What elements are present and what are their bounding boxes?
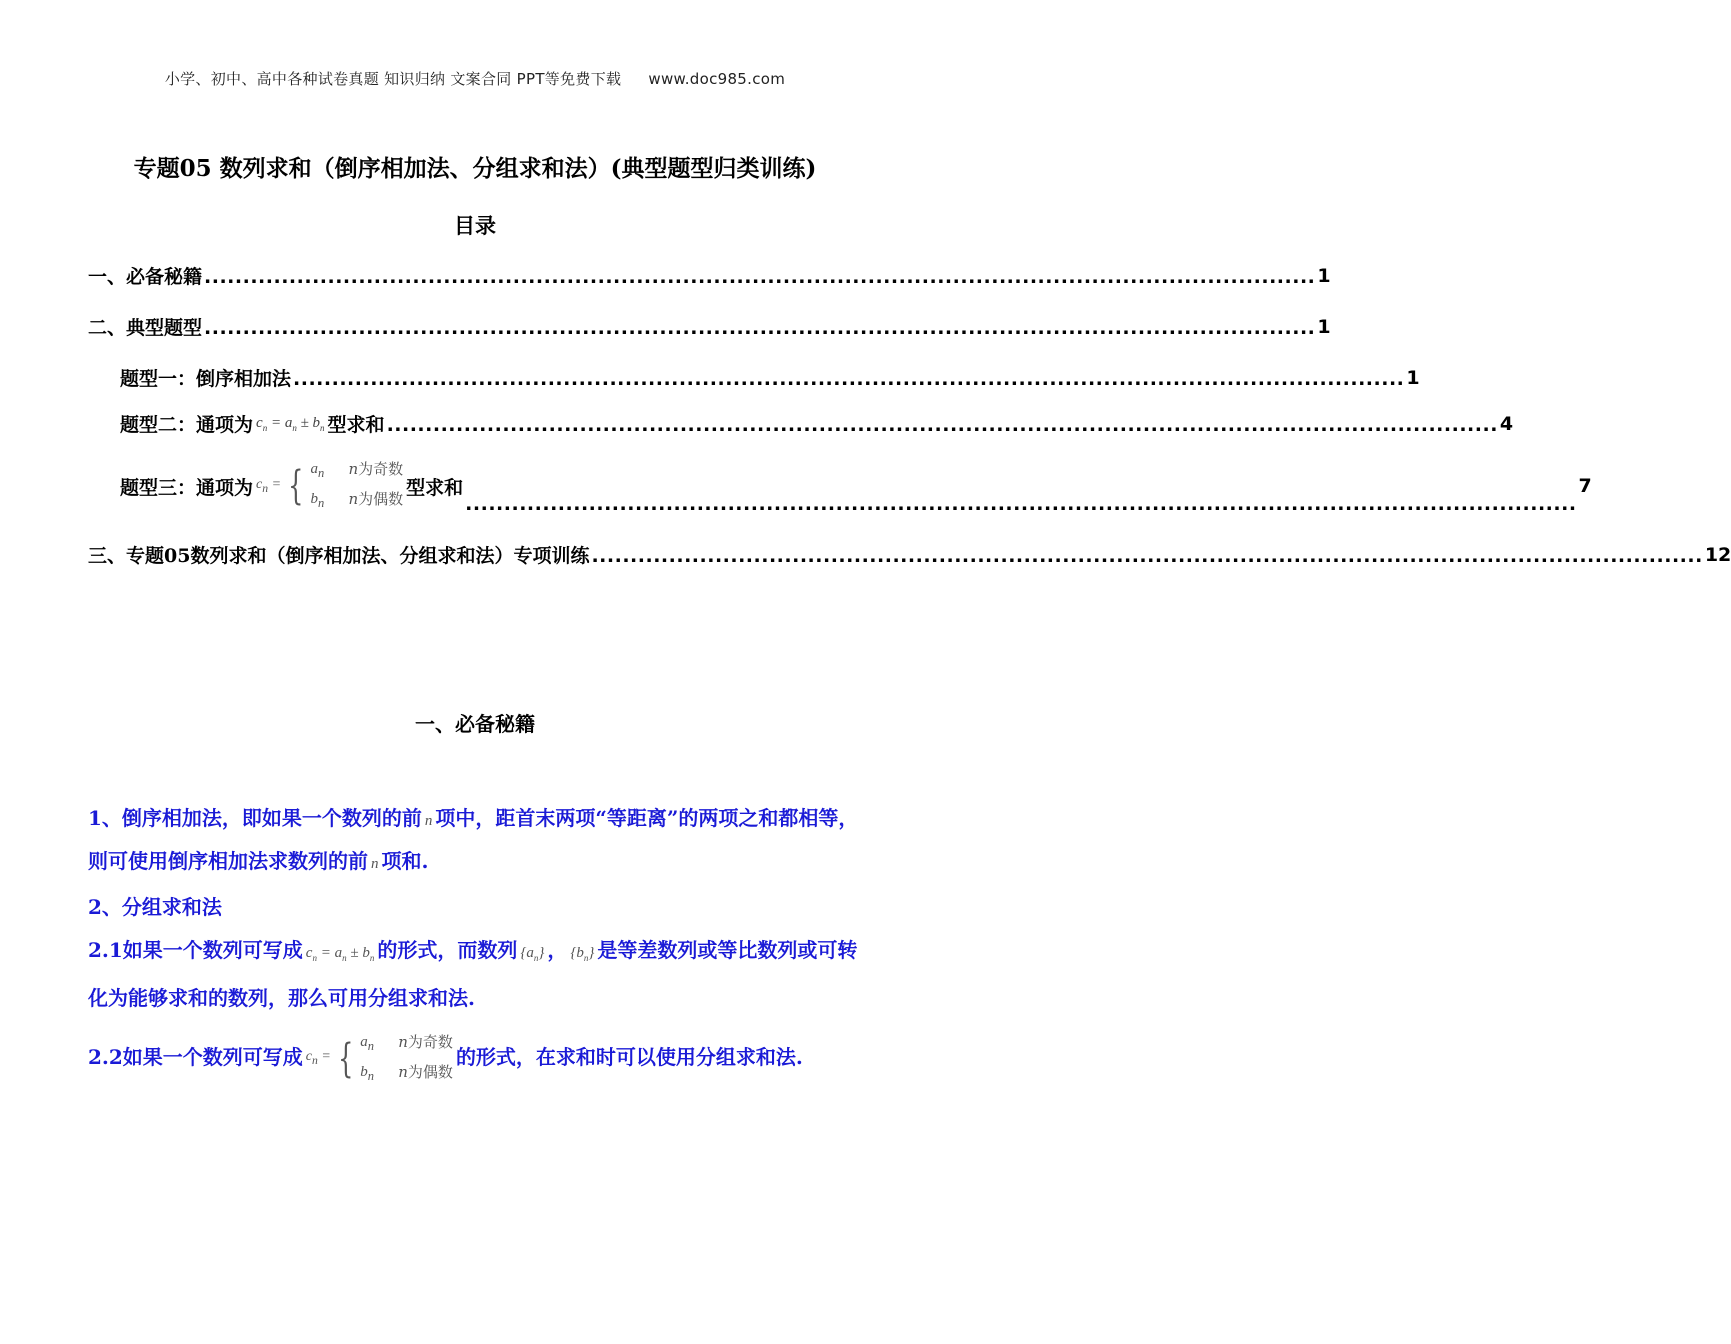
toc-item-label [120, 456, 463, 516]
toc-leader-dots: ................................................................................................................................................ [204, 317, 1316, 340]
toc-leader-dots: ................................................................................................................................................ [465, 493, 1577, 516]
var-n: n [424, 813, 433, 829]
formula-cn-an-pm-bn: $c_n = a_n \pm b_n$ [256, 414, 325, 433]
toc-label-pre: 题型二：通项为 [120, 414, 254, 436]
toc-item-3[interactable] [120, 364, 1420, 391]
paragraph-2-2: 2.2如果一个数列可写成 $c_n$ = { $a_n$ n为奇数 $b_n$ n为偶数 的形式，在求和时可以使用分组求和法. [88, 1022, 868, 1092]
formula-piecewise: $c_n$ = { $a_n$ n为奇数 $b_n$ n为偶数 [256, 460, 404, 510]
var-n: n [371, 856, 379, 872]
toc-item-page: 1 [1317, 315, 1331, 338]
seq-an: $\{a_n\}$ [520, 945, 545, 963]
toc-leader-dots: ................................................................................................................................................ [386, 414, 1498, 437]
toc-item-label: 一、必备秘籍 [88, 266, 203, 288]
toc-label-pre: 题型三：通项为 [120, 476, 254, 499]
toc-item-1[interactable] [88, 262, 1331, 289]
toc-item-page: 4 [1499, 412, 1514, 435]
formula-cn-an-pm-bn: $c_n = a_n \pm b_n$ [305, 945, 375, 963]
toc-label-post: 型求和 [327, 414, 385, 436]
toc-leader-dots: ................................................................................................................................................ [204, 266, 1316, 289]
toc-item-page: 1 [1406, 366, 1420, 389]
header-text: 小学、初中、高中各种试卷真题 知识归纳 文案合同 PPT等免费下载 [164, 70, 622, 88]
paragraph-2-1: 2.1如果一个数列可写成 $c_n = a_n \pm b_n$ 的形式，而数列 $\{a_n\}$ ， $\{b_n\}$ 是等差数列或等比数列或可转化为能够求和的数列，那么可用分组求和法. [88, 938, 858, 1010]
toc-item-label [120, 410, 385, 437]
toc-item-page: 7 [1578, 475, 1592, 497]
toc-item-label: 三、专题05数列求和（倒序相加法、分组求和法）专项训练 [88, 545, 590, 567]
toc-item-6[interactable] [88, 541, 1731, 568]
toc-item-4[interactable] [120, 410, 1514, 437]
toc-item-page: 1 [1317, 264, 1331, 287]
toc-title: 目录 [454, 213, 496, 238]
toc-item-page: 12 [1704, 543, 1731, 566]
toc-leader-dots: ................................................................................................................................................ [591, 545, 1703, 568]
toc-item-5[interactable] [120, 456, 1592, 516]
header-site[interactable]: www.doc985.com [648, 70, 786, 88]
section-heading: 一、必备秘籍 [415, 712, 535, 736]
formula-piecewise: $c_n$ = { $a_n$ n为奇数 $b_n$ n为偶数 [305, 1032, 453, 1083]
paragraph-reverse-add: 1、倒序相加法，即如果一个数列的前 n 项中，距首末两项“等距离”的两项之和都相等，则可使用倒序相加法求数列的前 n 项和. [88, 806, 859, 873]
seq-bn: $\{b_n\}$ [570, 945, 595, 963]
toc-item-label: 题型一：倒序相加法 [120, 368, 292, 390]
toc-label-post: 型求和 [406, 476, 464, 499]
paragraph-group-sum-heading: 2、分组求和法 [88, 895, 222, 919]
toc-item-2[interactable] [88, 313, 1331, 340]
document-title: 专题05 数列求和（倒序相加法、分组求和法）(典型题型归类训练) [133, 155, 817, 182]
toc-leader-dots: ................................................................................................................................................ [293, 368, 1405, 391]
page-header [0, 68, 950, 89]
toc-item-label: 二、典型题型 [88, 317, 203, 339]
